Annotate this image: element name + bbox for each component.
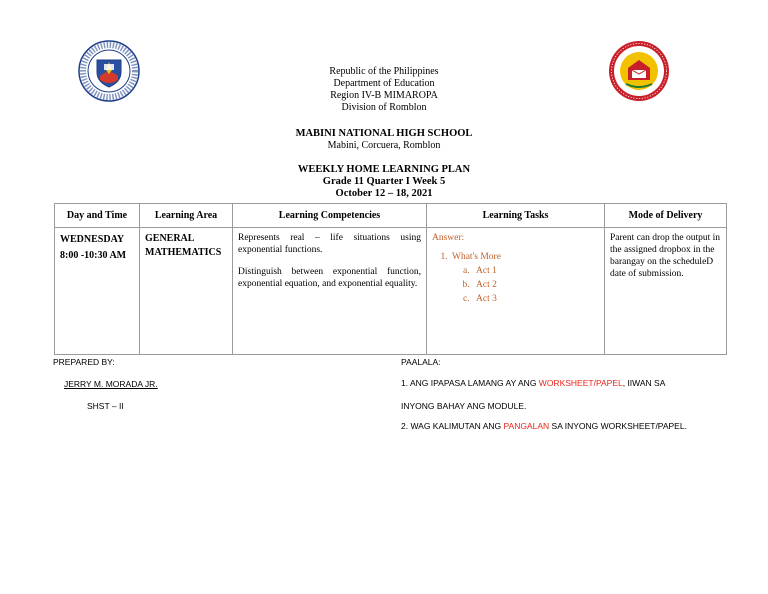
learning-area-cell: [140, 228, 233, 355]
note2-suffix: SA INYONG WORKSHEET/PAPEL.: [549, 421, 687, 431]
division-line: Division of Romblon: [341, 102, 427, 113]
learning-plan-table: [54, 203, 727, 355]
republic-line: Republic of the Philippines: [329, 66, 439, 77]
competency-1: Represents real – life situations using exponential functions.: [238, 233, 421, 255]
header-learning-area: Learning Area: [140, 204, 233, 228]
reminder-note-2: [401, 421, 687, 431]
task-subitems: [472, 264, 599, 306]
header-learning-competencies: Learning Competencies: [233, 204, 427, 228]
note1-prefix: 1. ANG IPAPASA LAMANG AY ANG: [401, 378, 539, 388]
list-item: c. Act 3: [472, 292, 599, 306]
day-time-cell: [55, 228, 140, 355]
time-label: 8:00 -10:30 AM: [60, 250, 127, 261]
note1-suffix: , IIWAN SA: [622, 378, 666, 388]
task-main: What's More: [452, 252, 501, 262]
preparer-name: JERRY M. MORADA JR.: [64, 379, 158, 389]
delivery-cell: Parent can drop the output in the assigned dropbox in the barangay on the scheduleD date of submission.: [605, 228, 727, 355]
header-mode-of-delivery: Mode of Delivery: [605, 204, 727, 228]
reminder-label: PAALALA:: [401, 357, 441, 367]
tasks-label: Answer:: [432, 233, 465, 243]
area-line2: MATHEMATICS: [145, 247, 222, 258]
competency-2: Distinguish between exponential function, exponential equation, and exponential equality.: [238, 267, 421, 289]
note2-highlight: PANGALAN: [503, 421, 550, 431]
school-name: MABINI NATIONAL HIGH SCHOOL: [295, 128, 473, 139]
header-learning-tasks: Learning Tasks: [427, 204, 605, 228]
list-item: a. Act 1: [472, 264, 599, 278]
reminder-note-1-line2: INYONG BAHAY ANG MODULE.: [401, 401, 527, 411]
region-line: Region IV-B MIMAROPA: [330, 90, 438, 101]
note2-prefix: 2. WAG KALIMUTAN ANG: [401, 421, 504, 431]
tasks-list: [450, 250, 599, 306]
table-row: [55, 228, 727, 355]
school-address: Mabini, Corcuera, Romblon: [327, 140, 441, 151]
list-item: [450, 250, 599, 306]
plan-title: WEEKLY HOME LEARNING PLAN: [297, 164, 471, 175]
note1-highlight: WORKSHEET/PAPEL: [538, 378, 623, 388]
competencies-cell: [233, 228, 427, 355]
date-range: October 12 – 18, 2021: [335, 188, 433, 199]
grade-quarter-week: Grade 11 Quarter I Week 5: [322, 176, 446, 187]
area-line1: GENERAL: [145, 233, 195, 244]
prepared-by-label: PREPARED BY:: [53, 357, 115, 367]
learning-tasks-cell: [427, 228, 605, 355]
department-line: Department of Education: [333, 78, 435, 89]
preparer-position: SHST – II: [87, 401, 124, 411]
agency-address-block: [0, 66, 768, 114]
reminder-note-1: [401, 378, 665, 388]
plan-title-block: [0, 164, 768, 200]
list-item: b. Act 2: [472, 278, 599, 292]
header-day-time: Day and Time: [55, 204, 140, 228]
table-header-row: [55, 204, 727, 228]
school-block: [0, 127, 768, 152]
day-label: WEDNESDAY: [60, 234, 125, 245]
